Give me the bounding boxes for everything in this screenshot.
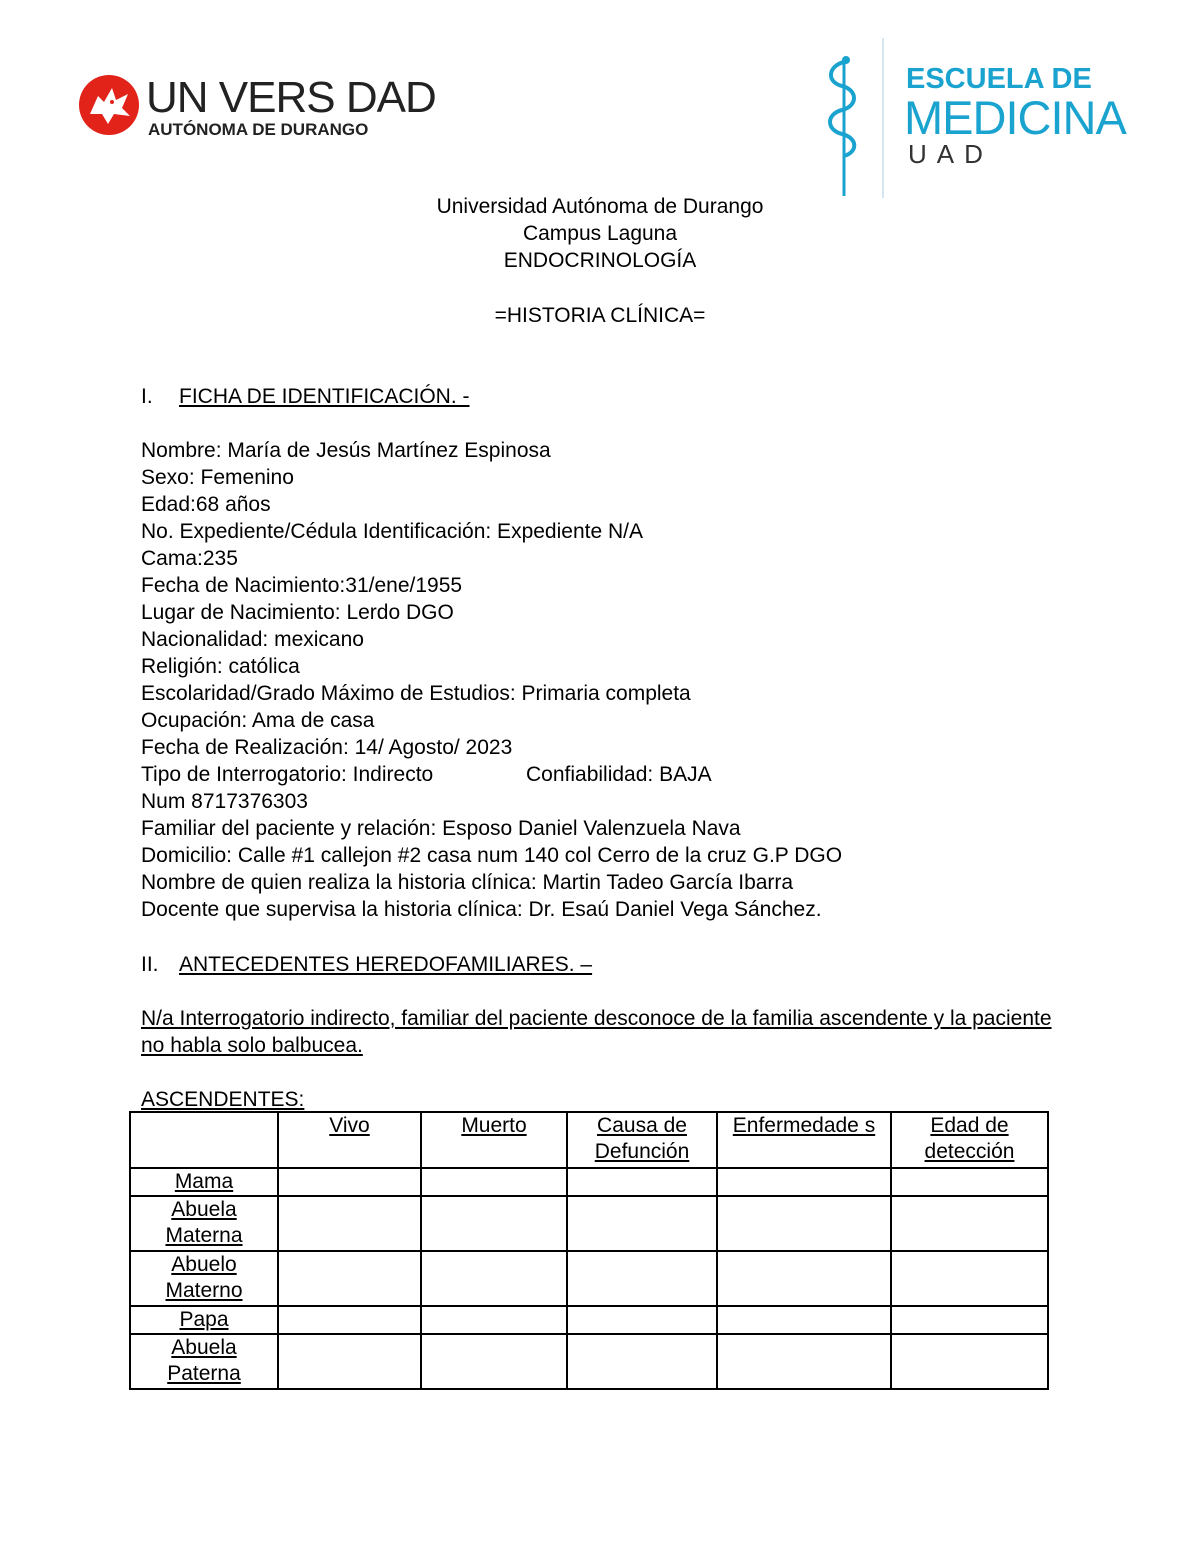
table-cell — [891, 1306, 1048, 1334]
table-row — [130, 1251, 1048, 1306]
logo-divider — [882, 38, 884, 198]
field-tipo-interrogatorio: Tipo de Interrogatorio: Indirecto — [141, 763, 434, 786]
field-num: Num 8717376303 — [141, 790, 308, 813]
row-label: Abuelo Materno — [130, 1251, 278, 1306]
table-cell — [891, 1334, 1048, 1389]
field-ocupacion: Ocupación: Ama de casa — [141, 709, 375, 732]
table-cell — [278, 1251, 421, 1306]
wolf-seal-icon — [78, 74, 140, 136]
field-sexo: Sexo: Femenino — [141, 466, 294, 489]
university-logo-subtitle: AUTÓNOMA DE DURANGO — [148, 120, 369, 139]
table-header-cell: Edad de detección — [891, 1112, 1048, 1168]
row-label: Papa — [130, 1306, 278, 1334]
section-1-heading — [141, 383, 470, 410]
field-lugar-nacimiento: Lugar de Nacimiento: Lerdo DGO — [141, 601, 454, 624]
table-row — [130, 1168, 1048, 1196]
field-nombre: Nombre: María de Jesús Martínez Espinosa — [141, 439, 551, 462]
table-cell — [421, 1168, 567, 1196]
school-logo — [818, 38, 1128, 198]
school-logo-line1: ESCUELA DE — [906, 63, 1092, 95]
table-cell — [567, 1306, 717, 1334]
field-escolaridad: Escolaridad/Grado Máximo de Estudios: Primaria completa — [141, 682, 691, 705]
school-logo-line3: UAD — [908, 139, 993, 169]
table-cell — [567, 1334, 717, 1389]
field-domicilio: Domicilio: Calle #1 callejon #2 casa num 140 col Cerro de la cruz G.P DGO — [141, 844, 843, 867]
caduceus-icon — [818, 52, 868, 198]
table-cell — [891, 1196, 1048, 1251]
table-header-row — [130, 1112, 1048, 1168]
table-cell — [278, 1196, 421, 1251]
table-cell — [717, 1306, 891, 1334]
university-logo-name: UN VERS DAD — [146, 73, 436, 122]
field-religion: Religión: católica — [141, 655, 300, 678]
table-header-cell — [130, 1112, 278, 1168]
page-title: =HISTORIA CLÍNICA= — [494, 304, 706, 327]
field-docente: Docente que supervisa la historia clínica: Dr. Esaú Daniel Vega Sánchez. — [141, 898, 822, 921]
field-fecha-nacimiento: Fecha de Nacimiento:31/ene/1955 — [141, 574, 463, 597]
field-realiza: Nombre de quien realiza la historia clínica: Martin Tadeo García Ibarra — [141, 871, 794, 894]
table-row — [130, 1196, 1048, 1251]
row-label: Abuela Materna — [130, 1196, 278, 1251]
field-cama: Cama:235 — [141, 547, 238, 570]
ascendentes-label: ASCENDENTES: — [141, 1088, 305, 1111]
family-history-note — [141, 1005, 1066, 1059]
section-2-title: ANTECEDENTES HEREDOFAMILIARES. – — [179, 953, 593, 976]
header-subject: ENDOCRINOLOGÍA — [503, 249, 697, 272]
school-logo-line2: MEDICINA — [904, 91, 1126, 144]
university-logo — [78, 73, 436, 144]
section-1-title: FICHA DE IDENTIFICACIÓN. - — [179, 385, 470, 408]
table-cell — [567, 1168, 717, 1196]
table-header-cell: Enfermedade s — [717, 1112, 891, 1168]
table-cell — [278, 1334, 421, 1389]
table-cell — [421, 1196, 567, 1251]
table-header-cell: Muerto — [421, 1112, 567, 1168]
header-campus: Campus Laguna — [522, 222, 678, 245]
table-row — [130, 1334, 1048, 1389]
row-label: Mama — [130, 1168, 278, 1196]
field-familiar: Familiar del paciente y relación: Esposo Daniel Valenzuela Nava — [141, 817, 741, 840]
ascendentes-table — [129, 1111, 1049, 1390]
field-confiabilidad: Confiabilidad: BAJA — [526, 763, 712, 786]
table-cell — [278, 1168, 421, 1196]
table-cell — [891, 1168, 1048, 1196]
family-history-note-text: N/a Interrogatorio indirecto, familiar del paciente desconoce de la familia ascendente y la paciente no habla solo balbucea. — [141, 1007, 1052, 1057]
field-expediente: No. Expediente/Cédula Identificación: Expediente N/A — [141, 520, 643, 543]
section-2-heading — [141, 951, 592, 978]
section-1-number: I. — [141, 385, 153, 408]
table-header-cell: Vivo — [278, 1112, 421, 1168]
table-cell — [717, 1334, 891, 1389]
field-edad: Edad:68 años — [141, 493, 271, 516]
table-cell — [421, 1251, 567, 1306]
table-cell — [891, 1251, 1048, 1306]
field-fecha-realizacion: Fecha de Realización: 14/ Agosto/ 2023 — [141, 736, 513, 759]
table-cell — [717, 1251, 891, 1306]
row-label: Abuela Paterna — [130, 1334, 278, 1389]
table-cell — [717, 1196, 891, 1251]
table-cell — [717, 1168, 891, 1196]
table-cell — [567, 1196, 717, 1251]
table-header-cell: Causa de Defunción — [567, 1112, 717, 1168]
table-row — [130, 1306, 1048, 1334]
table-cell — [421, 1334, 567, 1389]
header-university: Universidad Autónoma de Durango — [436, 195, 764, 218]
field-nacionalidad: Nacionalidad: mexicano — [141, 628, 364, 651]
table-cell — [421, 1306, 567, 1334]
table-cell — [567, 1251, 717, 1306]
section-2-number: II. — [141, 953, 159, 976]
table-cell — [278, 1306, 421, 1334]
